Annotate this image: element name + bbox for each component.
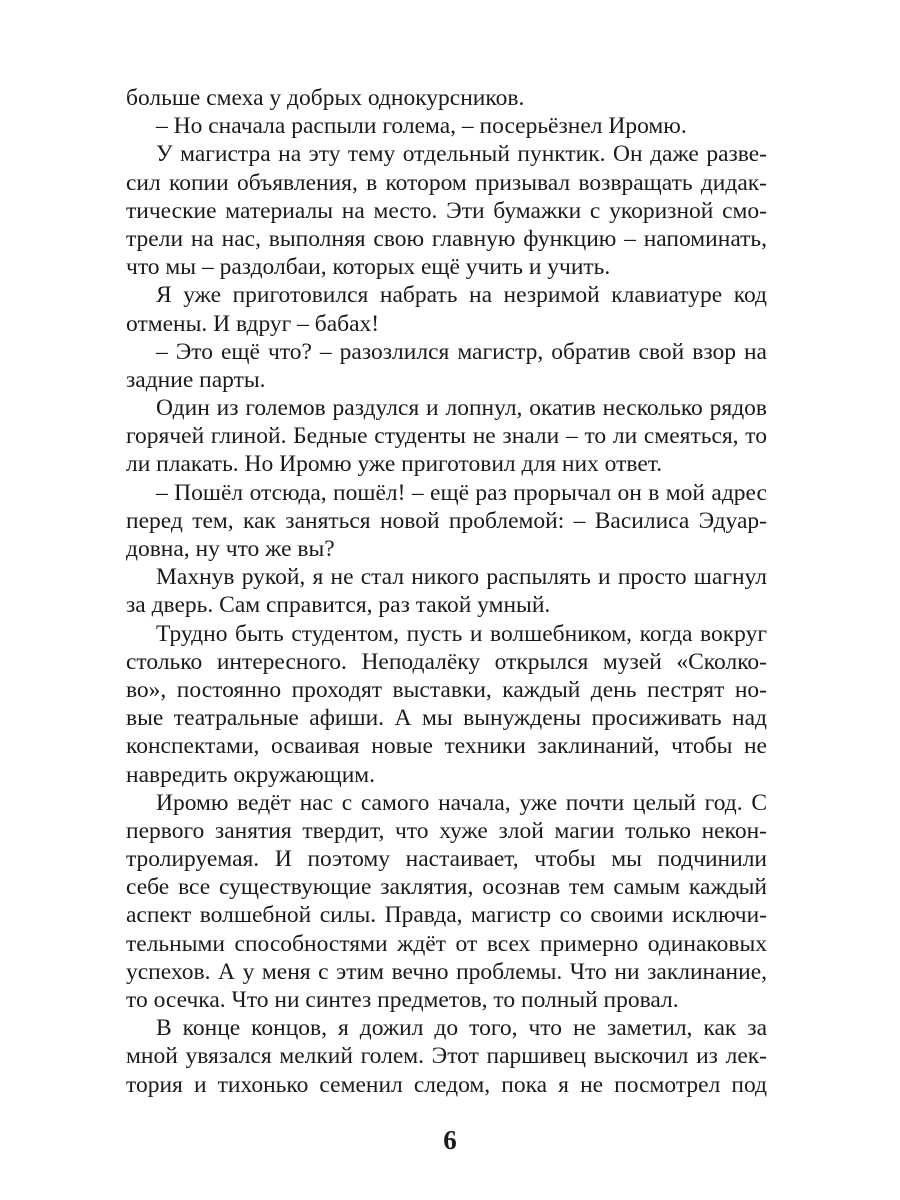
- paragraph: [126, 479, 767, 564]
- text-line: больше смеха у добрых однокурсников.: [126, 85, 525, 111]
- text-line: во», постоянно проходят выставки, каждый день пестрят но-: [126, 676, 767, 703]
- text-line: – Пошёл отсюда, пошёл! – ещё раз прорычал он в мой адрес: [156, 479, 767, 506]
- text-line: что мы – раздолбаи, которых ещё учить и учить.: [126, 254, 611, 281]
- text-line: трели на нас, выполняя свою главную функцию – напоминать,: [126, 225, 767, 252]
- paragraph: [126, 394, 767, 479]
- text-line: – Но сначала распыли голема, – посерьёзнел Иромю.: [156, 113, 687, 140]
- text-line: первого занятия твердит, что хуже злой магии только некон-: [126, 817, 767, 844]
- text-line: тролируемая. И поэтому настаивает, чтобы мы подчинили: [126, 846, 767, 873]
- paragraph: [126, 789, 767, 1015]
- text-line: довна, ну что же вы?: [126, 536, 335, 562]
- paragraph: [126, 1014, 767, 1099]
- paragraph: [126, 563, 767, 619]
- paragraph: [126, 84, 767, 112]
- text-line: перед тем, как заняться новой проблемой: – Василиса Эдуар-: [126, 507, 767, 534]
- text-line: тельными способностями ждёт от всех примерно одинаковых: [126, 930, 767, 957]
- text-line: столько интересного. Неподалёку открылся музей «Сколко-: [126, 648, 767, 675]
- text-line: Один из големов раздулся и лопнул, окатив несколько рядов: [156, 395, 767, 422]
- text-line: Я уже приготовился набрать на незримой клавиатуре код: [156, 282, 767, 309]
- text-line: за дверь. Сам справится, раз такой умный.: [126, 592, 551, 619]
- paragraph: [126, 140, 767, 281]
- text-line: задние парты.: [126, 366, 266, 393]
- text-line: тория и тихонько семенил следом, пока я не посмотрел под: [126, 1071, 767, 1098]
- text-line: ли плакать. Но Иромю уже приготовил для них ответ.: [126, 451, 663, 478]
- text-line: В конце концов, я дожил до того, что не заметил, как за: [156, 1015, 767, 1042]
- paragraph: [126, 112, 767, 140]
- text-line: конспектами, осваивая новые техники заклинаний, чтобы не: [126, 733, 767, 760]
- text-line: сил копии объявления, в котором призывал возвращать дидак-: [126, 169, 767, 196]
- text-line: Махнув рукой, я не стал никого распылять и просто шагнул: [156, 564, 767, 591]
- text-line: Трудно быть студентом, пусть и волшебником, когда вокруг: [156, 620, 767, 647]
- text-line: Иромю ведёт нас с самого начала, уже почти целый год. С: [156, 789, 767, 816]
- text-line: то осечка. Что ни синтез предметов, то полный провал.: [126, 987, 679, 1013]
- text-line: – Это ещё что? – разозлился магистр, обратив свой взор на: [156, 338, 767, 365]
- text-line: вые театральные афиши. А мы вынуждены просиживать над: [126, 705, 767, 732]
- text-line: мной увязался мелкий голем. Этот паршивец выскочил из лек-: [126, 1043, 767, 1070]
- text-line: тические материалы на место. Эти бумажки с укоризной смо-: [126, 197, 767, 224]
- text-line: навредить окружающим.: [126, 761, 376, 788]
- text-line: себе все существующие заклятия, осознав тем самым каждый: [126, 874, 767, 901]
- page-number: 6: [443, 1125, 457, 1155]
- page-text: [126, 84, 767, 1099]
- text-line: аспект волшебной силы. Правда, магистр со своими исключи-: [126, 902, 767, 929]
- text-line: отмены. И вдруг – бабах!: [126, 310, 380, 337]
- paragraph: [126, 620, 767, 789]
- text-line: горячей глиной. Бедные студенты не знали – то ли смеяться, то: [126, 423, 767, 450]
- paragraph: [126, 281, 767, 337]
- paragraph: [126, 338, 767, 394]
- text-line: успехов. А у меня с этим вечно проблемы. Что ни заклинание,: [126, 958, 767, 985]
- text-line: У магистра на эту тему отдельный пунктик. Он даже разве-: [156, 141, 767, 168]
